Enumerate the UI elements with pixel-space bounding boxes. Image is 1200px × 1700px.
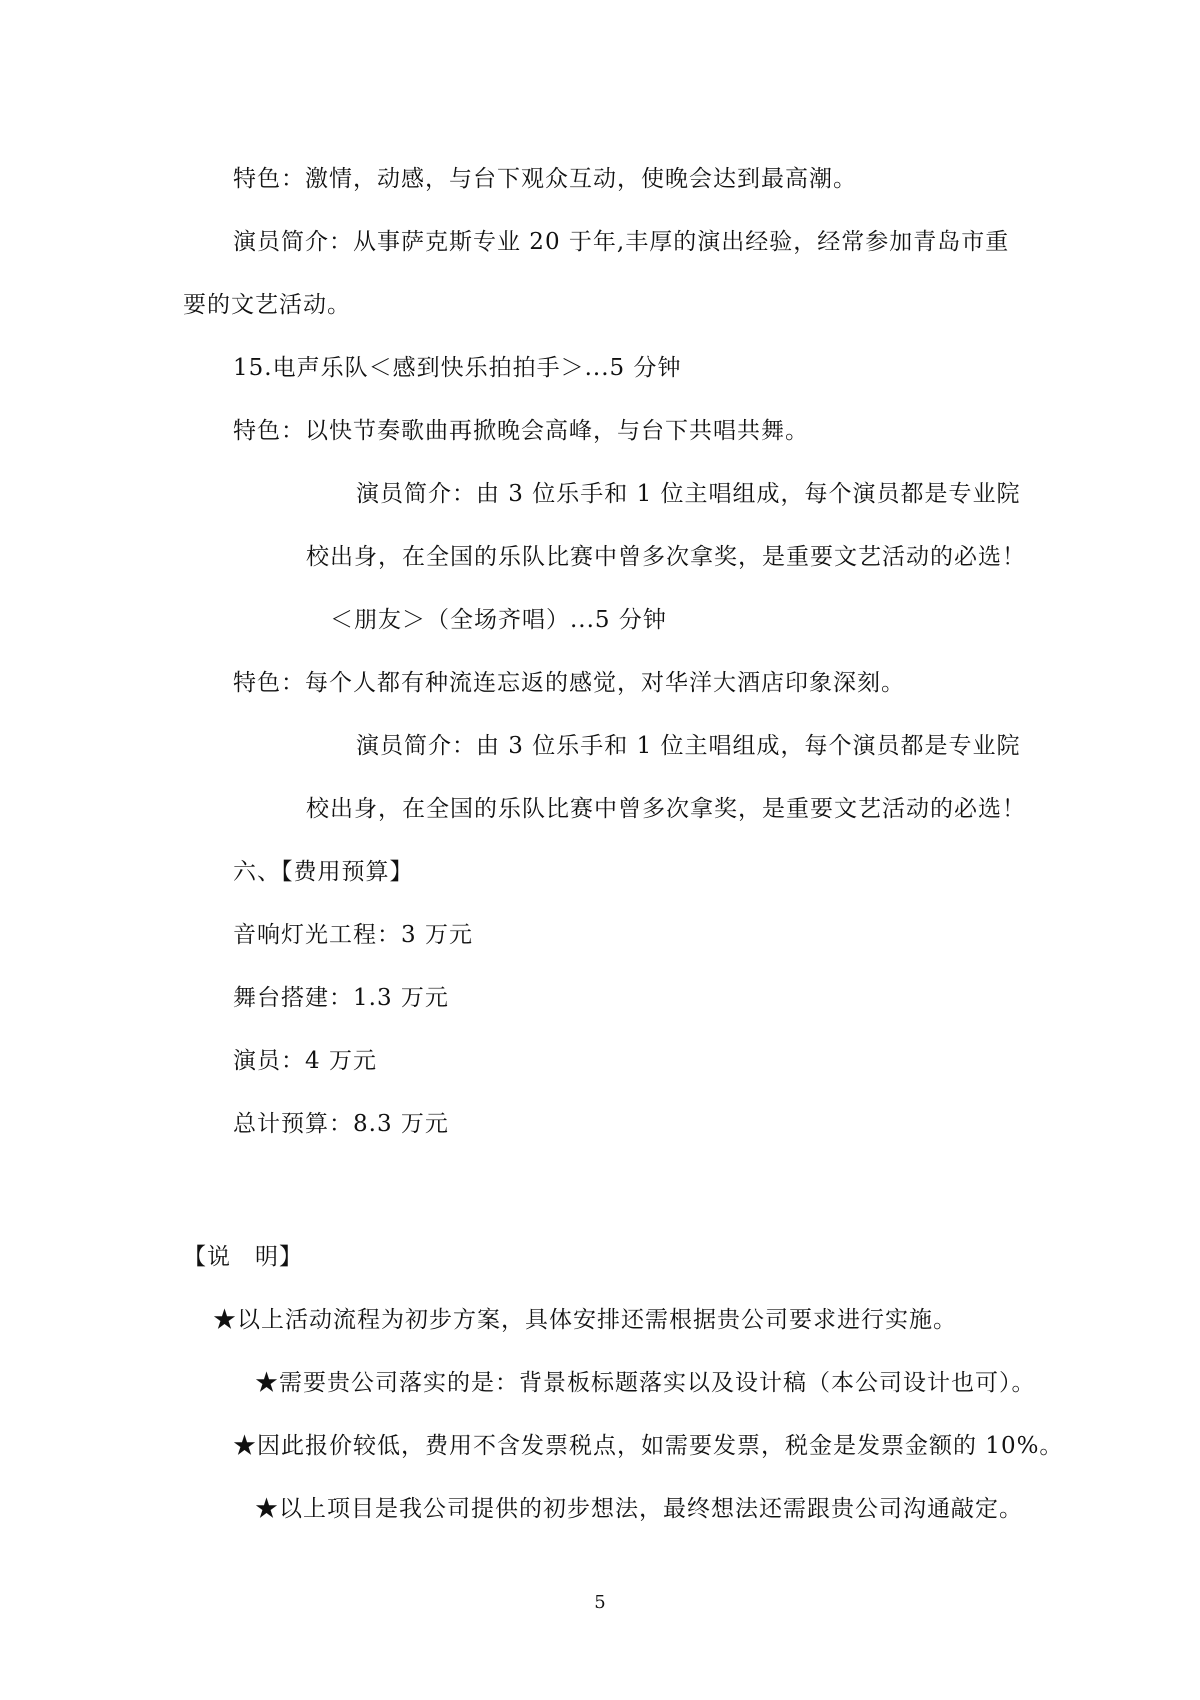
page-number: 5 (594, 1592, 606, 1613)
text-line: ＜朋友＞（全场齐唱）...5 分钟 (330, 607, 667, 633)
section-heading: 六、【费用预算】 (233, 859, 414, 885)
text-line: 演员简介：从事萨克斯专业 20 于年,丰厚的演出经验，经常参加青岛市重 (233, 229, 1010, 255)
budget-total: 总计预算：8.3 万元 (233, 1111, 449, 1137)
text-line: 特色：每个人都有种流连忘返的感觉，对华洋大酒店印象深刻。 (233, 670, 905, 696)
text-line: 15.电声乐队＜感到快乐拍拍手＞...5 分钟 (233, 355, 682, 381)
budget-item: 演员：4 万元 (233, 1048, 377, 1074)
text-line: 校出身，在全国的乐队比赛中曾多次拿奖，是重要文艺活动的必选！ (306, 796, 1026, 822)
note-item: ★以上活动流程为初步方案，具体安排还需根据贵公司要求进行实施。 (213, 1307, 957, 1333)
text-line: 特色：激情，动感，与台下观众互动，使晚会达到最高潮。 (233, 166, 857, 192)
text-line: 演员简介：由 3 位乐手和 1 位主唱组成，每个演员都是专业院 (356, 733, 1021, 759)
note-item: ★以上项目是我公司提供的初步想法，最终想法还需跟贵公司沟通敲定。 (255, 1496, 1023, 1522)
text-line: 演员简介：由 3 位乐手和 1 位主唱组成，每个演员都是专业院 (356, 481, 1021, 507)
budget-item: 舞台搭建：1.3 万元 (233, 985, 449, 1011)
text-line: 校出身，在全国的乐队比赛中曾多次拿奖，是重要文艺活动的必选！ (306, 544, 1026, 570)
note-item: ★需要贵公司落实的是：背景板标题落实以及设计稿（本公司设计也可）。 (255, 1370, 1036, 1396)
text-line: 要的文艺活动。 (183, 292, 351, 318)
budget-item: 音响灯光工程：3 万元 (233, 922, 473, 948)
text-line: 特色：以快节奏歌曲再掀晚会高峰，与台下共唱共舞。 (233, 418, 809, 444)
note-item: ★因此报价较低，费用不含发票税点，如需要发票，税金是发票金额的 10%。 (233, 1433, 1064, 1459)
notes-heading: 【说 明】 (183, 1244, 303, 1270)
